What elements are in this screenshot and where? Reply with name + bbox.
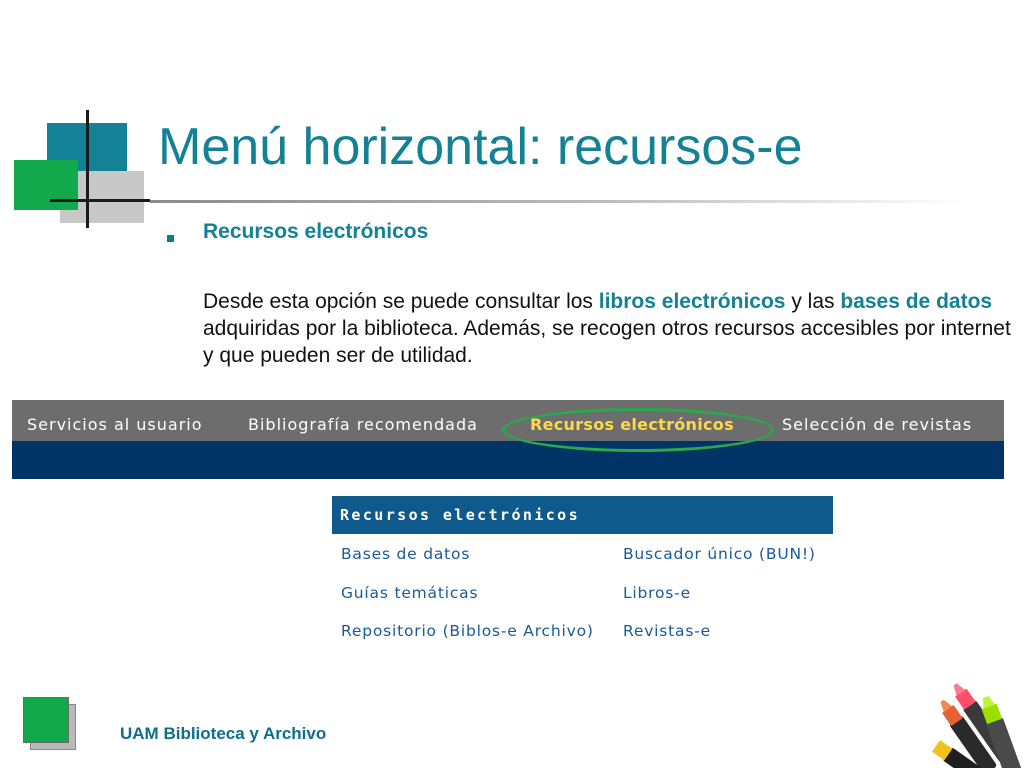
link-libros-e[interactable]: Libros-e: [623, 584, 691, 602]
decor-green-square: [14, 160, 78, 210]
slide-title: Menú horizontal: recursos-e: [158, 118, 803, 176]
menu-item-revistas[interactable]: Selección de revistas: [782, 415, 973, 434]
link-bases-de-datos[interactable]: Bases de datos: [341, 545, 471, 563]
highlight-ring: [502, 408, 774, 452]
menu-bar-strip: [12, 441, 1004, 479]
link-guias-tematicas[interactable]: Guías temáticas: [341, 584, 479, 602]
paragraph-text: adquiridas por la biblioteca. Además, se recogen otros recursos accesibles por internet y que pueden ser de utilidad.: [203, 317, 1011, 367]
paragraph-text: y las: [785, 290, 841, 313]
menu-item-recursos[interactable]: Recursos electrónicos: [530, 415, 734, 434]
paragraph-text: Desde esta opción se puede consultar los: [203, 290, 599, 313]
link-revistas-e[interactable]: Revistas-e: [623, 622, 711, 640]
footer-green-square: [23, 697, 69, 743]
footer-label: UAM Biblioteca y Archivo: [120, 724, 327, 743]
menu-item-servicios[interactable]: Servicios al usuario: [27, 415, 203, 434]
link-buscador-unico[interactable]: Buscador único (BUN!): [623, 545, 816, 563]
link-repositorio[interactable]: Repositorio (Biblos-e Archivo): [341, 622, 594, 640]
bullet-square-icon: [167, 235, 174, 242]
decor-horizontal-line: [50, 199, 150, 202]
bullet-heading: Recursos electrónicos: [203, 220, 429, 243]
highlight-ebooks: libros electrónicos: [598, 290, 786, 313]
description-paragraph: [203, 288, 1018, 369]
submenu-heading: Recursos electrónicos: [340, 506, 581, 524]
decor-vertical-line: [86, 110, 89, 228]
title-rule: [150, 200, 970, 203]
highlight-databases: bases de datos: [840, 290, 993, 313]
highlighter-markers-icon: [930, 675, 1024, 768]
menu-item-bibliografia[interactable]: Bibliografía recomendada: [248, 415, 478, 434]
